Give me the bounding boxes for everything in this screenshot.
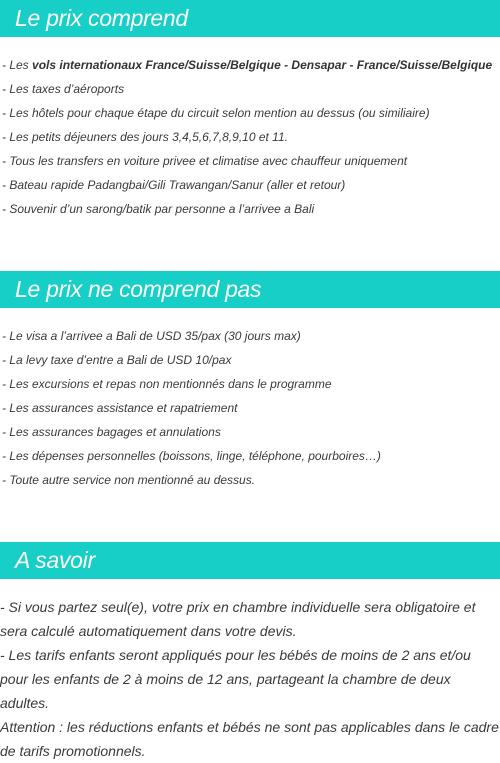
included-list — [0, 53, 500, 221]
info-text — [0, 595, 500, 763]
list-item: - Les assurances bagages et annulations — [2, 425, 221, 439]
list-item: - Les assurances assistance et rapatriement — [2, 401, 238, 415]
list-item: - Les excursions et repas non mentionnés dans le programme — [2, 377, 332, 391]
list-item: - Tous les transfers en voiture privee et climatise avec chauffeur uniquement — [2, 154, 408, 168]
list-item: - Bateau rapide Padangbai/Gili Trawangan/Sanur (aller et retour) — [2, 178, 346, 192]
list-item: - Souvenir d’un sarong/batik par personne a l’arrivee a Bali — [2, 202, 315, 216]
list-item: - Les vols internationaux France/Suisse/Belgique - Densapar - France/Suisse/Belgique — [2, 58, 493, 72]
section-header-excludes — [0, 271, 500, 308]
excluded-list — [0, 324, 500, 492]
list-item: - Les taxes d’aéroports — [2, 82, 125, 96]
info-paragraph: - Si vous partez seul(e), votre prix en chambre individuelle sera obligatoire et sera calculé automatiquement dans votre devis. — [0, 599, 476, 639]
section-title-includes: Le prix comprend — [15, 5, 188, 31]
list-item: - La levy taxe d’entre a Bali de USD 10/pax — [2, 353, 232, 367]
list-item: - Toute autre service non mentionné au dessus. — [2, 473, 256, 487]
list-item: - Les petits déjeuners des jours 3,4,5,6,7,8,9,10 et 11. — [2, 130, 288, 144]
info-paragraph: - Les tarifs enfants seront appliqués pour les bébés de moins de 2 ans et/ou pour les enfants de 2 à moins de 12 ans, partageant la chambre de deux adultes. — [0, 647, 471, 711]
section-price-excludes — [0, 271, 500, 492]
section-title-excludes: Le prix ne comprend pas — [15, 276, 262, 302]
list-item: - Le visa a l’arrivee a Bali de USD 35/pax (30 jours max) — [2, 329, 301, 343]
section-title-info: A savoir — [15, 547, 95, 573]
list-item: - Les hôtels pour chaque étape du circuit selon mention au dessus (ou similiaire) — [2, 106, 430, 120]
section-header-info — [0, 542, 500, 579]
info-paragraph: Attention : les réductions enfants et bébés ne sont pas applicables dans le cadre de tarifs promotionnels. — [0, 719, 499, 759]
section-good-to-know — [0, 542, 500, 763]
list-item: - Les dépenses personnelles (boissons, linge, téléphone, pourboires…) — [2, 449, 381, 463]
section-header-includes — [0, 0, 500, 37]
section-price-includes — [0, 0, 500, 221]
